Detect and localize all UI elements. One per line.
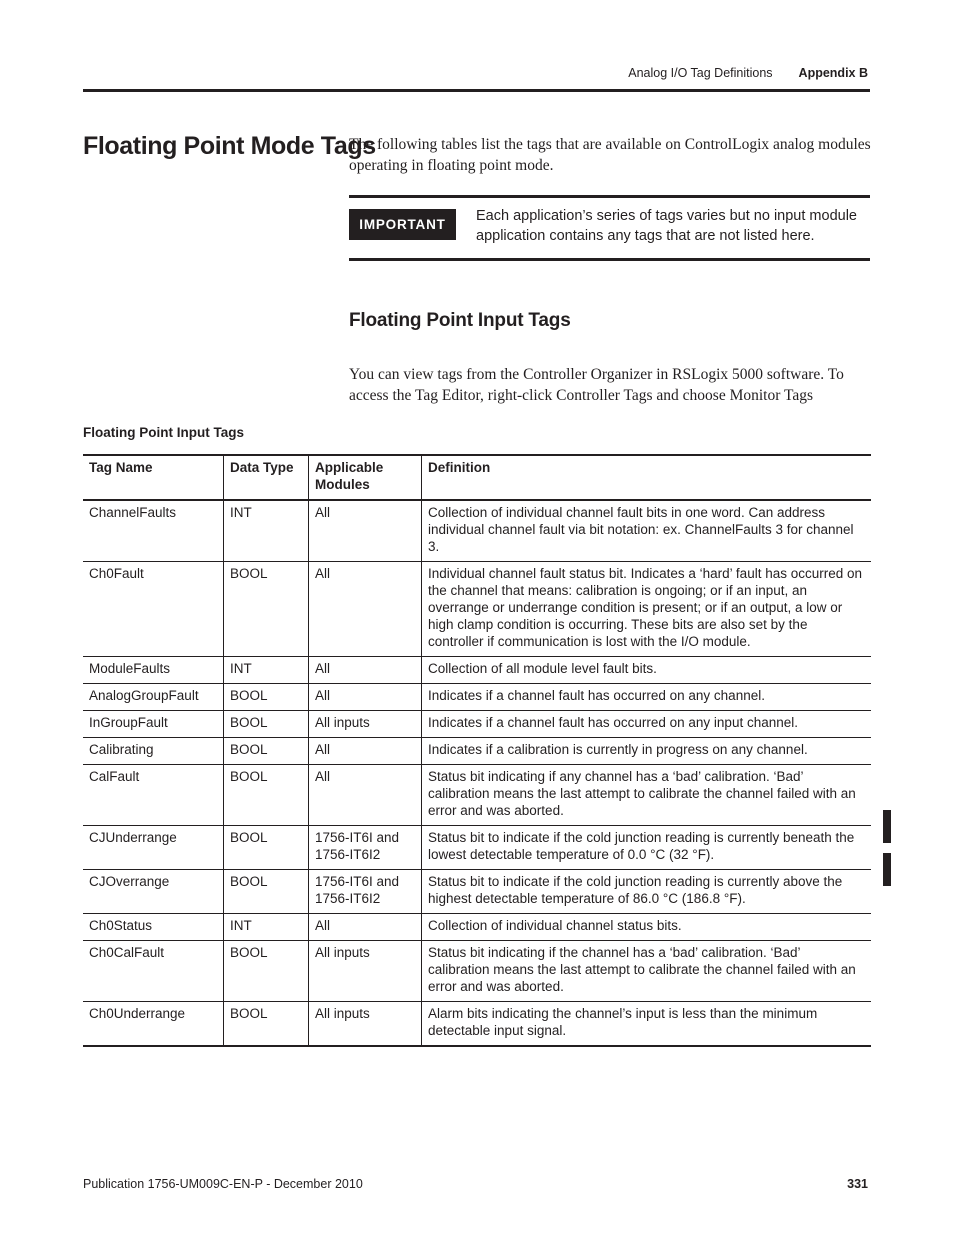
intro-paragraph: The following tables list the tags that are available on ControlLogix analog modules operating in floating point mode. [349, 136, 871, 174]
cell-tag-name: ChannelFaults [83, 500, 224, 562]
cell-applicable-modules: 1756-IT6I and 1756-IT6I2 [309, 826, 422, 870]
cell-applicable-modules: All inputs [309, 711, 422, 738]
table-caption: Floating Point Input Tags [83, 425, 244, 440]
cell-tag-name: Ch0Underrange [83, 1002, 224, 1047]
table-row [83, 826, 871, 870]
table-row [83, 765, 871, 826]
cell-definition: Individual channel fault status bit. Indicates a ‘hard’ fault has occurred on the channel that means: calibration is ongoing; or if an input, an overrange or underrange condition is present; or if an output, a low or high clamp condition is occurring. These bits are also set by the controller if communication is lost with the I/O module. [422, 562, 872, 657]
column-header-definition: Definition [422, 455, 872, 500]
column-header-tag-name: Tag Name [83, 455, 224, 500]
column-header-applicable-modules: Applicable Modules [309, 455, 422, 500]
page-thumb-tab-marker [883, 810, 891, 843]
cell-data-type: BOOL [224, 1002, 309, 1047]
table-row [83, 941, 871, 1002]
page-number: 331 [847, 1177, 868, 1191]
table-row [83, 711, 871, 738]
cell-tag-name: ModuleFaults [83, 657, 224, 684]
table-row [83, 914, 871, 941]
table-row [83, 1002, 871, 1047]
body-paragraph: You can view tags from the Controller Organizer in RSLogix 5000 software. To access the Tag Editor, right-click Controller Tags and choose Monitor Tags [349, 366, 844, 404]
page-thumb-tab-marker [883, 853, 891, 886]
cell-tag-name: Calibrating [83, 738, 224, 765]
cell-applicable-modules: All [309, 562, 422, 657]
table-row [83, 657, 871, 684]
cell-applicable-modules: All [309, 657, 422, 684]
section-subheading: Floating Point Input Tags [349, 310, 571, 331]
table-header-row [83, 455, 871, 500]
page-title: Floating Point Mode Tags [83, 132, 376, 160]
cell-data-type: INT [224, 500, 309, 562]
table-row [83, 684, 871, 711]
cell-applicable-modules: All [309, 765, 422, 826]
cell-applicable-modules: All [309, 500, 422, 562]
tags-table [83, 454, 871, 1047]
cell-tag-name: Ch0Status [83, 914, 224, 941]
cell-applicable-modules: All inputs [309, 1002, 422, 1047]
cell-data-type: BOOL [224, 941, 309, 1002]
cell-data-type: BOOL [224, 562, 309, 657]
running-header [628, 66, 868, 80]
cell-definition: Collection of all module level fault bits. [422, 657, 872, 684]
cell-tag-name: CJUnderrange [83, 826, 224, 870]
table-row [83, 500, 871, 562]
cell-applicable-modules: All [309, 684, 422, 711]
cell-tag-name: CalFault [83, 765, 224, 826]
cell-tag-name: InGroupFault [83, 711, 224, 738]
cell-applicable-modules: All [309, 738, 422, 765]
cell-tag-name: Ch0CalFault [83, 941, 224, 1002]
cell-definition: Status bit to indicate if the cold junction reading is currently above the highest detectable temperature of 86.0 °C (186.8 °F). [422, 870, 872, 914]
footer-publication: Publication 1756-UM009C-EN-P - December 2010 [83, 1177, 363, 1191]
cell-tag-name: AnalogGroupFault [83, 684, 224, 711]
cell-definition: Collection of individual channel fault bits in one word. Can address individual channel fault via bit notation: ex. ChannelFaults 3 for channel 3. [422, 500, 872, 562]
cell-tag-name: Ch0Fault [83, 562, 224, 657]
cell-data-type: INT [224, 657, 309, 684]
cell-applicable-modules: All [309, 914, 422, 941]
cell-definition: Status bit indicating if the channel has a ‘bad’ calibration. ‘Bad’ calibration means the last attempt to calibrate the channel failed with an error and was aborted. [422, 941, 872, 1002]
cell-data-type: BOOL [224, 870, 309, 914]
cell-definition: Status bit to indicate if the cold junction reading is currently beneath the lowest detectable temperature of 0.0 °C (32 °F). [422, 826, 872, 870]
cell-definition: Alarm bits indicating the channel’s input is less than the minimum detectable input signal. [422, 1002, 872, 1047]
cell-definition: Indicates if a calibration is currently in progress on any channel. [422, 738, 872, 765]
important-bottom-rule [349, 258, 870, 261]
cell-data-type: BOOL [224, 765, 309, 826]
table-row [83, 562, 871, 657]
cell-definition: Indicates if a channel fault has occurred on any channel. [422, 684, 872, 711]
header-section-title: Analog I/O Tag Definitions [628, 66, 773, 80]
cell-data-type: BOOL [224, 711, 309, 738]
cell-data-type: BOOL [224, 684, 309, 711]
header-rule [83, 89, 870, 92]
cell-definition: Indicates if a channel fault has occurred on any input channel. [422, 711, 872, 738]
cell-data-type: BOOL [224, 826, 309, 870]
cell-data-type: BOOL [224, 738, 309, 765]
cell-definition: Collection of individual channel status bits. [422, 914, 872, 941]
cell-definition: Status bit indicating if any channel has a ‘bad’ calibration. ‘Bad’ calibration means the last attempt to calibrate the channel failed with an error and was aborted. [422, 765, 872, 826]
important-text: Each application’s series of tags varies but no input module application contains any tags that are not listed here. [476, 208, 857, 244]
cell-tag-name: CJOverrange [83, 870, 224, 914]
important-badge: IMPORTANT [349, 209, 456, 240]
cell-applicable-modules: 1756-IT6I and 1756-IT6I2 [309, 870, 422, 914]
cell-applicable-modules: All inputs [309, 941, 422, 1002]
table-row [83, 738, 871, 765]
header-appendix-label: Appendix B [798, 66, 868, 80]
cell-data-type: INT [224, 914, 309, 941]
table-row [83, 870, 871, 914]
important-top-rule [349, 195, 870, 198]
column-header-data-type: Data Type [224, 455, 309, 500]
